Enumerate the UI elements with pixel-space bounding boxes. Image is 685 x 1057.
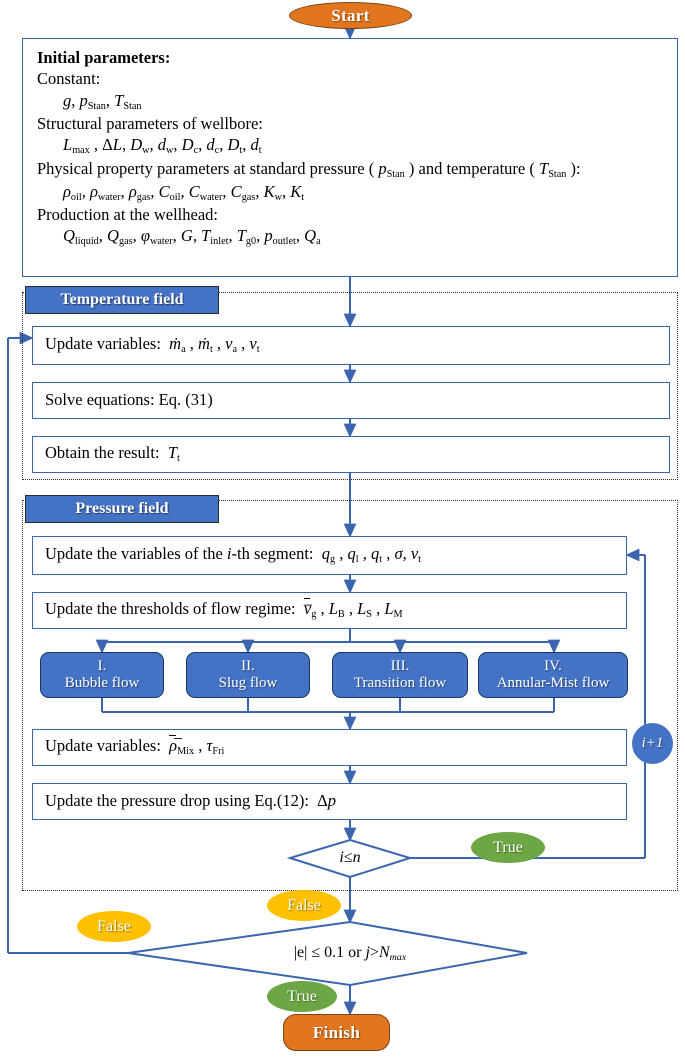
temperature-step-1-label: Update variables: $ṁ_a$ , $ṁ_t$ , $v_a$ , $v_t$: [45, 334, 260, 356]
start-label: Start: [331, 5, 370, 25]
decision-segment-loop-condition: i≤n: [339, 849, 361, 866]
pressure-field-tab-label: Pressure field: [75, 500, 169, 517]
decision-segment-loop-label: [290, 845, 410, 871]
temperature-step-update-variables[interactable]: [32, 326, 670, 365]
flow-regime-slug-numeral: II.: [241, 658, 255, 675]
flow-regime-transition-name: Transition flow: [353, 675, 447, 691]
decision-convergence-condition: |e| ≤ 0.1 or $j>N_{max}$: [293, 943, 407, 963]
temperature-field-tab-label: Temperature field: [60, 291, 184, 308]
flow-regime-bubble[interactable]: [40, 652, 164, 698]
segment-loop-true-text: True: [493, 838, 523, 856]
initial-parameters-heading: Initial parameters:: [37, 48, 171, 67]
temperature-step-2-label: Solve equations: Eq. (31): [45, 390, 213, 410]
param-group-physical-vars: $\rho_{oil}$, $\rho_{water}$, $\rho_{gas}$, $C_{oil}$, $C_{water}$, $C_{gas}$, $K_w$, $K_t$: [63, 181, 305, 203]
initial-parameters-box: [22, 38, 678, 277]
param-group-production-vars: $Q_{liquid}$, $Q_{gas}$, $\varphi_{water}$, G, $T_{inlet}$, $T_{g0}$, $p_{outlet}$, $Q_a$: [63, 226, 321, 248]
pressure-step-4-label: Update the pressure drop using Eq.(12): Δp: [45, 791, 337, 811]
temperature-field-tab[interactable]: [25, 286, 219, 314]
iteration-counter-label: i+1: [641, 735, 664, 751]
segment-loop-false-label: [267, 890, 341, 921]
pressure-step-update-pressure-drop[interactable]: [32, 783, 627, 820]
param-group-production-label: Production at the wellhead:: [37, 204, 218, 224]
pressure-step-1-label: Update the variables of the i-th segment: $q_g$ , $q_l$ , $q_t$ , σ, $v_t$: [45, 544, 421, 566]
convergence-false-label: [77, 911, 151, 942]
temperature-step-3-label: Obtain the result: $T_t$: [45, 443, 180, 465]
param-group-structural-vars: $L_{max}$ , ΔL, $D_w$, $d_w$, $D_c$, $d_c$, $D_t$, $d_t$: [63, 135, 262, 157]
temperature-step-solve-equations[interactable]: [32, 382, 670, 419]
pressure-step-update-segment-variables[interactable]: [32, 536, 627, 575]
pressure-step-update-thresholds[interactable]: [32, 592, 627, 629]
pressure-step-3-label: Update variables: $\rho̅_{Mix}$ , $\tau_{Fri}$: [45, 736, 225, 758]
iteration-counter-badge: [632, 723, 673, 764]
flow-regime-annular-mist-numeral: IV.: [544, 658, 562, 675]
convergence-true-label: [267, 981, 337, 1012]
flow-regime-slug-name: Slug flow: [218, 675, 278, 691]
pressure-field-tab[interactable]: [25, 495, 219, 523]
finish-label: Finish: [312, 1022, 361, 1042]
flow-regime-transition[interactable]: [332, 652, 468, 698]
flow-regime-slug[interactable]: [186, 652, 310, 698]
temperature-step-obtain-result[interactable]: [32, 436, 670, 473]
param-group-constant-vars: g, $p_{Stan}$, $T_{Stan}$: [63, 90, 142, 112]
param-group-physical-label: Physical property parameters at standard pressure ( $p_{Stan}$ ) and temperature ( $T_{Stan}$ ):: [37, 158, 581, 180]
decision-convergence-label: [230, 940, 470, 966]
param-group-constant-label: Constant:: [37, 69, 101, 89]
segment-loop-true-label: [471, 832, 545, 863]
flow-regime-bubble-numeral: I.: [97, 658, 107, 675]
flow-regime-transition-numeral: III.: [390, 658, 410, 675]
flow-regime-annular-mist-name: Annular-Mist flow: [496, 675, 610, 691]
convergence-false-text: False: [97, 917, 131, 935]
start-node[interactable]: [289, 2, 412, 29]
flow-regime-bubble-name: Bubble flow: [64, 675, 140, 691]
pressure-step-update-mixture-variables[interactable]: [32, 729, 627, 766]
pressure-step-2-label: Update the thresholds of flow regime: $v̅_g$ , $L_B$ , $L_S$ , $L_M$: [45, 599, 403, 621]
flow-regime-annular-mist[interactable]: [478, 652, 628, 698]
convergence-true-text: True: [287, 987, 317, 1005]
param-group-structural-label: Structural parameters of wellbore:: [37, 114, 263, 134]
finish-node[interactable]: [283, 1014, 390, 1051]
segment-loop-false-text: False: [287, 896, 321, 914]
